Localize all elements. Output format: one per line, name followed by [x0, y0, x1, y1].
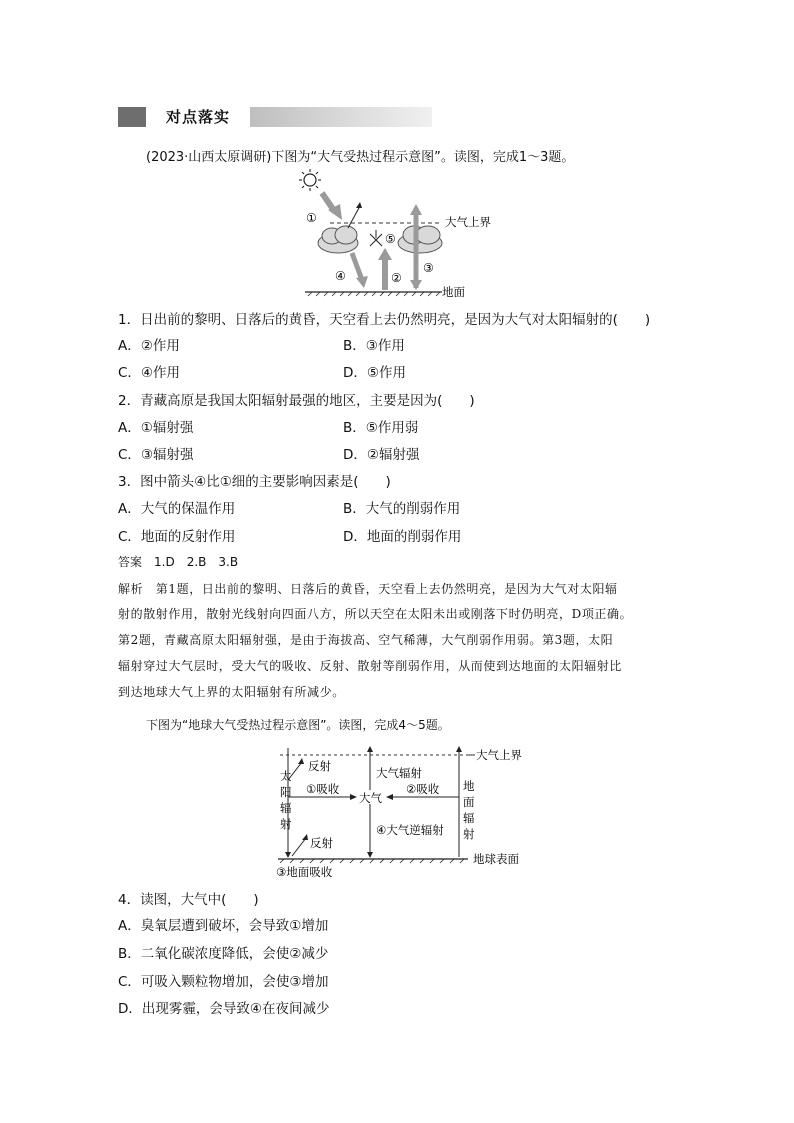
- cloud-left: [318, 226, 358, 253]
- label-absorb-1: ①吸收: [306, 782, 340, 796]
- question-3-stem: 3．图中箭头④比①细的主要影响因素是( ): [118, 474, 391, 490]
- label-4: ④: [335, 269, 346, 283]
- scatter-arrows: [370, 230, 382, 246]
- label-reflect-bottom: 反射: [310, 836, 333, 850]
- question-1-option-b[interactable]: B．③作用: [343, 338, 405, 354]
- question-4-option-c[interactable]: C．可吸入颗粒物增加，会使③增加: [118, 974, 329, 990]
- label-1: ①: [306, 211, 317, 225]
- label-ground: 地面: [442, 285, 465, 298]
- arrow-2-ground-radiation: [378, 248, 392, 290]
- question-3-option-c[interactable]: C．地面的反射作用: [118, 529, 236, 545]
- label-ground-rad-1: 地: [463, 779, 475, 793]
- figure-earth-atmosphere-heating: [270, 740, 535, 880]
- label-counter-radiation: ④大气逆辐射: [376, 823, 444, 837]
- analysis-line-1: 解析 第1题，日出前的黎明、日落后的黄昏，天空看上去仍然明亮，是因为大气对太阳辐: [118, 582, 618, 596]
- label-solar-1: 太: [280, 769, 292, 783]
- analysis-line-5: 到达地球大气上界的太阳辐射有所减少。: [118, 685, 345, 699]
- analysis-line-2: 射的散射作用，散射光线射向四面八方，所以天空在太阳未出或刚落下时仍明亮，D项正确。: [118, 607, 633, 621]
- question-2-option-d[interactable]: D．②辐射强: [343, 447, 420, 463]
- arrow-4-solar-to-ground: [352, 253, 368, 288]
- label-absorb-2: ②吸收: [406, 782, 440, 796]
- analysis-line-4: 辐射穿过大气层时，受大气的吸收、反射、散射等削弱作用，从而使到达地面的太阳辐射比: [118, 659, 623, 673]
- question-4-stem: 4．读图，大气中( ): [118, 892, 259, 908]
- question-3-option-b[interactable]: B．大气的削弱作用: [343, 501, 461, 517]
- question-2-option-c[interactable]: C．③辐射强: [118, 447, 194, 463]
- label-atmosphere-radiation: 大气辐射: [376, 766, 422, 780]
- section-title: 对点落实: [146, 107, 250, 127]
- label-solar-4: 射: [280, 817, 292, 831]
- label-3: ③: [423, 261, 434, 275]
- answer-line: 答案 1.D 2.B 3.B: [118, 555, 239, 569]
- question-1-option-d[interactable]: D．⑤作用: [343, 365, 406, 381]
- intro-text-2: 下图为“地球大气受热过程示意图”。读图，完成4～5题。: [146, 718, 450, 732]
- label-reflect-top: 反射: [308, 759, 331, 773]
- label-atmosphere-top: 大气上界: [445, 215, 491, 229]
- question-1-stem: 1．日出前的黎明、日落后的黄昏，天空看上去仍然明亮，是因为大气对太阳辐射的( ): [118, 312, 651, 328]
- ground-hatch: [308, 292, 440, 296]
- label-2: ②: [391, 271, 402, 285]
- label-ground-rad-3: 辐: [463, 811, 475, 825]
- arrow-1-solar: [322, 193, 342, 220]
- label-ground-rad-2: 面: [463, 795, 475, 809]
- question-3-option-a[interactable]: A．大气的保温作用: [118, 501, 236, 517]
- label-earth-surface: 地球表面: [473, 852, 519, 866]
- question-4-option-b[interactable]: B．二氧化碳浓度降低，会使②减少: [118, 946, 329, 962]
- sun-icon: [299, 169, 321, 191]
- analysis-line-3: 第2题，青藏高原太阳辐射强，是由于海拔高、空气稀薄，大气削弱作用弱。第3题，太阳: [118, 633, 614, 647]
- ground-radiation-arrow: [456, 746, 462, 857]
- question-3-option-d[interactable]: D．地面的削弱作用: [343, 529, 462, 545]
- question-2-option-b[interactable]: B．⑤作用弱: [343, 420, 419, 436]
- reflect-arrow-bottom: [292, 834, 308, 856]
- question-2-stem: 2．青藏高原是我国太阳辐射最强的地区，主要是因为( ): [118, 393, 475, 409]
- question-2-option-a[interactable]: A．①辐射强: [118, 420, 194, 436]
- label-solar-3: 辐: [280, 801, 292, 815]
- label-atmosphere: 大气: [359, 791, 382, 805]
- question-1-option-c[interactable]: C．④作用: [118, 365, 181, 381]
- label-ground-rad-4: 射: [463, 827, 475, 841]
- section-header-marker: [118, 107, 146, 127]
- cloud-right: [398, 226, 442, 253]
- label-5: ⑤: [385, 232, 396, 246]
- figure-atmosphere-heating: [290, 168, 510, 298]
- label-ground-absorb: ③地面吸收: [276, 865, 333, 879]
- label-solar-2: 阳: [280, 785, 292, 799]
- question-4-option-a[interactable]: A．臭氧层遭到破坏，会导致①增加: [118, 918, 329, 934]
- question-1-option-a[interactable]: A．②作用: [118, 338, 180, 354]
- label-atmosphere-top-2: 大气上界: [476, 748, 522, 762]
- intro-text-1: (2023·山西太原调研)下图为“大气受热过程示意图”。读图，完成1～3题。: [146, 150, 575, 165]
- question-4-option-d[interactable]: D．出现雾霾，会导致④在夜间减少: [118, 1001, 330, 1017]
- arrow-reflected-thin: [348, 202, 362, 228]
